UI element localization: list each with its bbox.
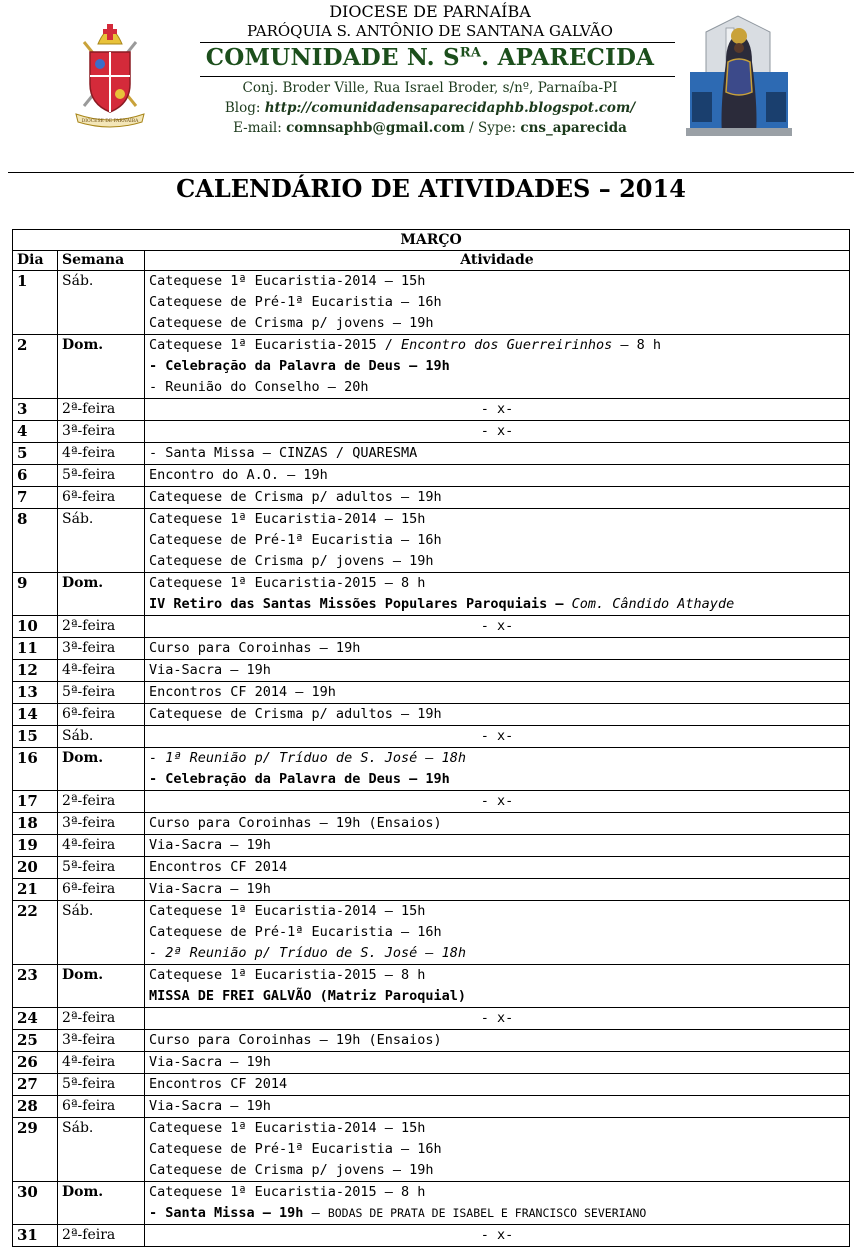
activity-line [149, 769, 845, 790]
table-row [13, 965, 850, 1008]
activity-cell [145, 421, 850, 443]
activity-line [149, 660, 845, 681]
table-row [13, 857, 850, 879]
activity-cell [145, 465, 850, 487]
day-cell: 4 [13, 421, 58, 443]
activity-cell [145, 1008, 850, 1030]
day-cell: 28 [13, 1096, 58, 1118]
activity-cell [145, 487, 850, 509]
activity-line [149, 573, 845, 594]
activity-line [149, 943, 845, 964]
table-row [13, 638, 850, 660]
table-row [13, 465, 850, 487]
column-header-week: Semana [58, 251, 145, 271]
activity-text: Encontro do A.O. – 19h [149, 467, 328, 483]
contact-line [170, 120, 690, 136]
activity-line [149, 1052, 845, 1073]
activity-text: - Santa Missa – 19h [149, 1205, 304, 1221]
activity-text: Com. Cândido Athayde [571, 596, 735, 612]
weekday-cell: 3ª-feira [58, 813, 145, 835]
activity-cell [145, 335, 850, 399]
weekday-cell: Sáb. [58, 271, 145, 335]
weekday-cell: Dom. [58, 573, 145, 616]
day-cell: 25 [13, 1030, 58, 1052]
activity-line [149, 1182, 845, 1203]
activity-line [149, 551, 845, 572]
activity-cell [145, 1074, 850, 1096]
activity-line [149, 986, 845, 1007]
weekday-cell: 4ª-feira [58, 660, 145, 682]
day-cell: 29 [13, 1118, 58, 1182]
activity-cell [145, 1182, 850, 1225]
day-cell: 20 [13, 857, 58, 879]
activity-line [149, 421, 845, 442]
activity-line [149, 356, 845, 377]
contact-separator: / Sype: [464, 120, 521, 136]
weekday-cell: Sáb. [58, 726, 145, 748]
day-cell: 22 [13, 901, 58, 965]
activity-line [149, 682, 845, 703]
table-row [13, 813, 850, 835]
table-row [13, 704, 850, 726]
header-rule-top [200, 42, 675, 43]
activity-text: Catequese 1ª Eucaristia-2014 – 15h [149, 903, 426, 919]
weekday-cell: 3ª-feira [58, 421, 145, 443]
weekday-cell: 5ª-feira [58, 1074, 145, 1096]
table-row [13, 748, 850, 791]
activity-calendar-table [12, 229, 850, 1247]
activity-text: Catequese de Pré-1ª Eucaristia – 16h [149, 294, 442, 310]
table-row [13, 1052, 850, 1074]
day-cell: 15 [13, 726, 58, 748]
activity-cell [145, 1096, 850, 1118]
activity-line [149, 638, 845, 659]
activity-line [149, 965, 845, 986]
column-header-day: Dia [13, 251, 58, 271]
activity-line [149, 1118, 845, 1139]
table-row [13, 835, 850, 857]
table-row [13, 1008, 850, 1030]
blog-link[interactable]: http://comunidadensaparecidaphb.blogspot.com/ [264, 100, 636, 116]
day-cell: 21 [13, 879, 58, 901]
activity-cell [145, 835, 850, 857]
table-row [13, 335, 850, 399]
weekday-cell: Dom. [58, 965, 145, 1008]
diocese-crest-icon [62, 14, 158, 132]
activity-text: Catequese 1ª Eucaristia-2014 – 15h [149, 511, 426, 527]
weekday-cell: 2ª-feira [58, 1225, 145, 1247]
table-row [13, 1225, 850, 1247]
weekday-cell: 2ª-feira [58, 1008, 145, 1030]
activity-text: Encontros CF 2014 – 19h [149, 684, 336, 700]
email-label: E-mail: [233, 120, 287, 136]
church-image [686, 12, 792, 136]
activity-text: - x- [480, 1010, 514, 1026]
community-name-part1: COMUNIDADE N. S [205, 44, 460, 71]
activity-line [149, 594, 845, 615]
activity-text: Via-Sacra – 19h [149, 881, 271, 897]
activity-text: Catequese 1ª Eucaristia-2015 / [149, 337, 401, 353]
day-cell: 7 [13, 487, 58, 509]
activity-text: - x- [480, 423, 514, 439]
table-row [13, 1182, 850, 1225]
activity-line [149, 1074, 845, 1095]
weekday-cell: 2ª-feira [58, 399, 145, 421]
activity-text: Catequese 1ª Eucaristia-2014 – 15h [149, 273, 426, 289]
page-title: CALENDÁRIO DE ATIVIDADES – 2014 [176, 174, 686, 203]
crest-ribbon-text: DIOCESE DE PARNAÍBA [81, 119, 139, 124]
address: Conj. Broder Ville, Rua Israel Broder, s/nº, Parnaíba-PI [242, 80, 618, 96]
activity-line [149, 813, 845, 834]
table-row [13, 421, 850, 443]
activity-text: - Celebração da Palavra de Deus – 19h [149, 771, 450, 787]
weekday-cell: 4ª-feira [58, 443, 145, 465]
activity-text: Catequese de Crisma p/ jovens – 19h [149, 315, 434, 331]
weekday-cell: 2ª-feira [58, 791, 145, 813]
weekday-cell: Dom. [58, 335, 145, 399]
activity-cell [145, 271, 850, 335]
activity-line [149, 901, 845, 922]
activity-text: - Santa Missa – CINZAS / QUARESMA [149, 445, 418, 461]
weekday-cell: 2ª-feira [58, 616, 145, 638]
community-name-part2: . APARECIDA [481, 44, 655, 71]
day-cell: 6 [13, 465, 58, 487]
day-cell: 14 [13, 704, 58, 726]
day-cell: 19 [13, 835, 58, 857]
activity-text: Via-Sacra – 19h [149, 1098, 271, 1114]
activity-cell [145, 573, 850, 616]
activity-text: Catequese de Crisma p/ adultos – 19h [149, 489, 442, 505]
table-row [13, 573, 850, 616]
month-header: MARÇO [13, 230, 850, 251]
day-cell: 11 [13, 638, 58, 660]
activity-cell [145, 660, 850, 682]
activity-text: - x- [480, 1227, 514, 1243]
activity-text: - x- [480, 793, 514, 809]
day-cell: 12 [13, 660, 58, 682]
activity-text: Catequese 1ª Eucaristia-2014 – 15h [149, 1120, 426, 1136]
activity-cell [145, 682, 850, 704]
table-row [13, 1074, 850, 1096]
blog-line [170, 100, 690, 116]
activity-line [149, 313, 845, 334]
activity-text: Catequese de Crisma p/ adultos – 19h [149, 706, 442, 722]
table-row [13, 1118, 850, 1182]
day-cell: 3 [13, 399, 58, 421]
activity-text: MISSA DE FREI GALVÃO (Matriz Paroquial) [149, 988, 466, 1004]
activity-cell [145, 1225, 850, 1247]
activity-line [149, 443, 845, 464]
activity-text: Catequese de Pré-1ª Eucaristia – 16h [149, 1141, 442, 1157]
activity-line [149, 1139, 845, 1160]
activity-text: - 1ª Reunião p/ Tríduo de S. José – 18h [149, 750, 466, 766]
day-cell: 23 [13, 965, 58, 1008]
blog-label: Blog: [224, 100, 265, 116]
activity-line [149, 335, 845, 356]
activity-cell [145, 791, 850, 813]
activity-cell [145, 813, 850, 835]
activity-cell [145, 443, 850, 465]
weekday-cell: Sáb. [58, 509, 145, 573]
table-row [13, 443, 850, 465]
activity-line [149, 857, 845, 878]
weekday-cell: 5ª-feira [58, 465, 145, 487]
weekday-cell: 5ª-feira [58, 682, 145, 704]
diocese-name: DIOCESE DE PARNAÍBA [329, 2, 531, 21]
activity-cell [145, 1052, 850, 1074]
table-row [13, 660, 850, 682]
activity-line [149, 530, 845, 551]
activity-line [149, 726, 845, 747]
table-row [13, 726, 850, 748]
table-row [13, 271, 850, 335]
activity-text: – 8 h [612, 337, 662, 353]
day-cell: 24 [13, 1008, 58, 1030]
activity-text: BODAS DE PRATA DE ISABEL E FRANCISCO SEVERIANO [327, 1206, 647, 1220]
day-cell: 2 [13, 335, 58, 399]
activity-text: Catequese 1ª Eucaristia-2015 – 8 h [149, 967, 426, 983]
weekday-cell: 4ª-feira [58, 1052, 145, 1074]
day-cell: 10 [13, 616, 58, 638]
weekday-cell: 6ª-feira [58, 487, 145, 509]
activity-text: - 2ª Reunião p/ Tríduo de S. José – 18h [149, 945, 466, 961]
activity-line [149, 1160, 845, 1181]
activity-cell [145, 965, 850, 1008]
activity-cell [145, 901, 850, 965]
weekday-cell: 6ª-feira [58, 879, 145, 901]
activity-line [149, 292, 845, 313]
day-cell: 30 [13, 1182, 58, 1225]
table-row [13, 879, 850, 901]
day-cell: 17 [13, 791, 58, 813]
parish-name: PARÓQUIA S. ANTÔNIO DE SANTANA GALVÃO [247, 22, 613, 40]
weekday-cell: Sáb. [58, 901, 145, 965]
activity-text: - x- [480, 618, 514, 634]
weekday-cell: 6ª-feira [58, 704, 145, 726]
activity-text: Via-Sacra – 19h [149, 662, 271, 678]
activity-line [149, 509, 845, 530]
activity-text: Catequese de Crisma p/ jovens – 19h [149, 553, 434, 569]
activity-text: Catequese 1ª Eucaristia-2015 – 8 h [149, 575, 426, 591]
day-cell: 26 [13, 1052, 58, 1074]
activity-line [149, 271, 845, 292]
activity-text: Catequese de Pré-1ª Eucaristia – 16h [149, 532, 442, 548]
table-row [13, 509, 850, 573]
table-row [13, 1096, 850, 1118]
day-cell: 8 [13, 509, 58, 573]
activity-text: Catequese de Pré-1ª Eucaristia – 16h [149, 924, 442, 940]
activity-text: Encontro dos Guerreirinhos [400, 337, 613, 353]
table-row [13, 1030, 850, 1052]
activity-text: Catequese 1ª Eucaristia-2015 – 8 h [149, 1184, 426, 1200]
activity-cell [145, 1118, 850, 1182]
weekday-cell: 3ª-feira [58, 638, 145, 660]
activity-text: Curso para Coroinhas – 19h (Ensaios) [149, 1032, 442, 1048]
activity-text: Via-Sacra – 19h [149, 837, 271, 853]
day-cell: 31 [13, 1225, 58, 1247]
skype-id: cns_aparecida [520, 120, 627, 136]
activity-cell [145, 638, 850, 660]
day-cell: 9 [13, 573, 58, 616]
activity-cell [145, 857, 850, 879]
activity-line [149, 465, 845, 486]
activity-line [149, 1203, 845, 1224]
activity-line [149, 879, 845, 900]
activity-cell [145, 509, 850, 573]
activity-text: - x- [480, 728, 514, 744]
weekday-cell: Dom. [58, 748, 145, 791]
activity-text: Encontros CF 2014 [149, 1076, 288, 1092]
activity-text: - x- [480, 401, 514, 417]
activity-line [149, 704, 845, 725]
activity-line [149, 1030, 845, 1051]
activity-line [149, 1096, 845, 1117]
calendar-body [13, 271, 850, 1247]
column-header-activity: Atividade [145, 251, 850, 271]
weekday-cell: Sáb. [58, 1118, 145, 1182]
activity-line [149, 377, 845, 398]
activity-line [149, 399, 845, 420]
weekday-cell: 5ª-feira [58, 857, 145, 879]
weekday-cell: Dom. [58, 1182, 145, 1225]
activity-line [149, 616, 845, 637]
activity-line [149, 1008, 845, 1029]
table-row [13, 487, 850, 509]
activity-cell [145, 879, 850, 901]
activity-cell [145, 726, 850, 748]
activity-text: Curso para Coroinhas – 19h (Ensaios) [149, 815, 442, 831]
activity-text: - Reunião do Conselho – 20h [149, 379, 369, 395]
activity-cell [145, 704, 850, 726]
activity-text: Via-Sacra – 19h [149, 1054, 271, 1070]
header-rule-bottom [200, 76, 675, 77]
activity-cell [145, 1030, 850, 1052]
community-name-sup: RA [459, 45, 482, 61]
activity-text: - Celebração da Palavra de Deus – 19h [149, 358, 450, 374]
table-row [13, 682, 850, 704]
activity-text: IV Retiro das Santas Missões Populares Paroquiais – [149, 596, 572, 612]
table-row [13, 399, 850, 421]
day-cell: 13 [13, 682, 58, 704]
activity-text: Encontros CF 2014 [149, 859, 288, 875]
activity-line [149, 791, 845, 812]
weekday-cell: 6ª-feira [58, 1096, 145, 1118]
letterhead [0, 0, 862, 160]
activity-text: – [303, 1205, 328, 1221]
day-cell: 5 [13, 443, 58, 465]
activity-line [149, 748, 845, 769]
activity-line [149, 487, 845, 508]
activity-line [149, 835, 845, 856]
email-link[interactable]: comnsaphb@gmail.com [286, 120, 465, 136]
table-row [13, 901, 850, 965]
activity-line [149, 922, 845, 943]
weekday-cell: 3ª-feira [58, 1030, 145, 1052]
community-name [170, 44, 690, 71]
activity-text: Catequese de Crisma p/ jovens – 19h [149, 1162, 434, 1178]
day-cell: 16 [13, 748, 58, 791]
day-cell: 27 [13, 1074, 58, 1096]
weekday-cell: 4ª-feira [58, 835, 145, 857]
activity-text: Curso para Coroinhas – 19h [149, 640, 361, 656]
table-row [13, 791, 850, 813]
day-cell: 1 [13, 271, 58, 335]
title-rule-top [8, 172, 854, 173]
activity-cell [145, 399, 850, 421]
activity-cell [145, 748, 850, 791]
table-row [13, 616, 850, 638]
activity-line [149, 1225, 845, 1246]
day-cell: 18 [13, 813, 58, 835]
activity-cell [145, 616, 850, 638]
